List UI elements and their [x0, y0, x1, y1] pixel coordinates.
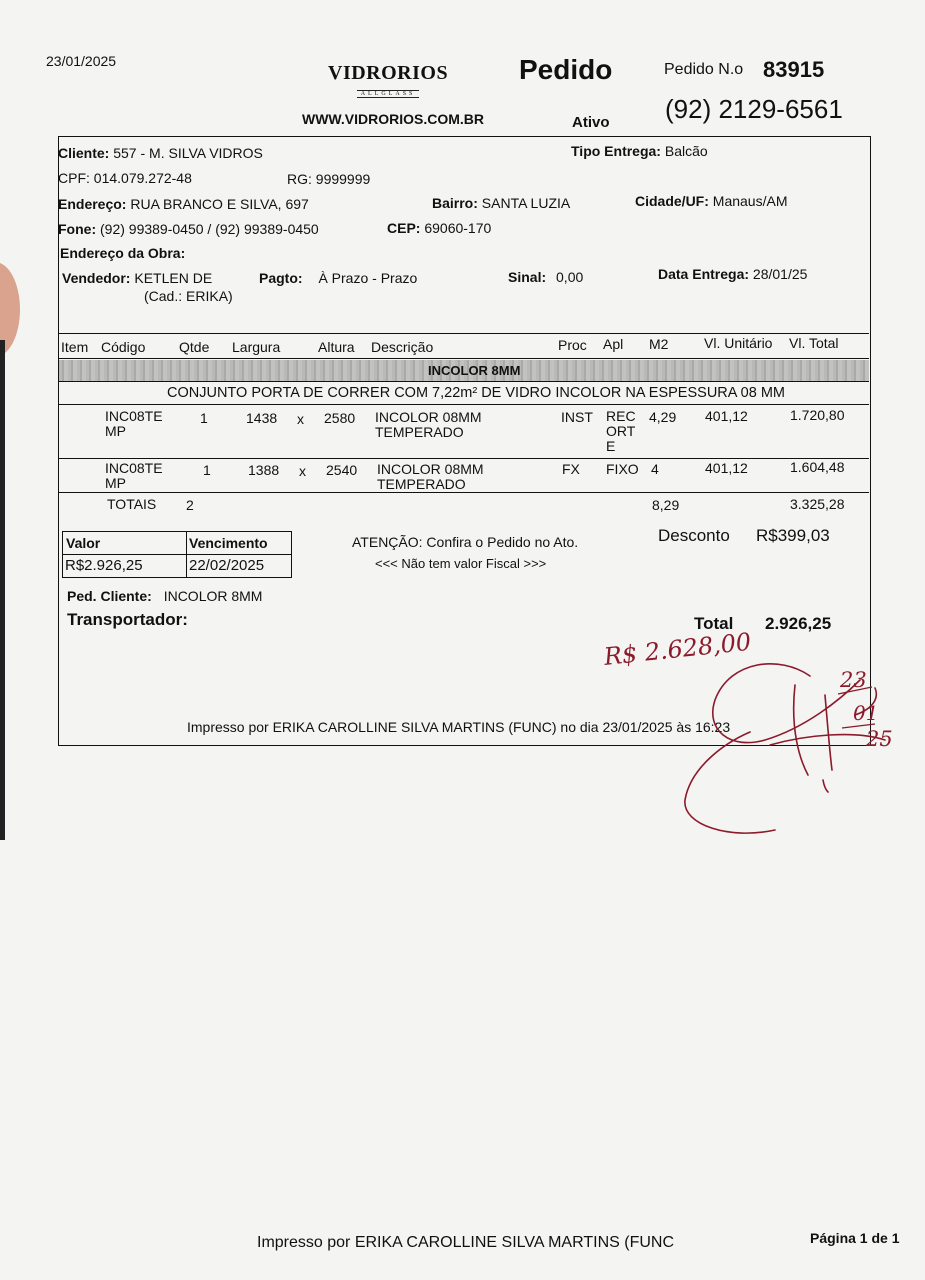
row-code-part: INC08TE: [105, 460, 163, 476]
address-line: [58, 196, 309, 212]
row-height: 2540: [326, 462, 358, 478]
delivery-date-line: [658, 266, 807, 282]
col-total: Vl. Total: [789, 335, 839, 351]
payment-box-divider: [186, 531, 187, 578]
row-apl: FIXO: [606, 461, 639, 477]
cep-line: [387, 220, 491, 236]
header-bottom-rule: [59, 358, 869, 359]
banner-bottom-rule: [59, 381, 869, 382]
group-description: CONJUNTO PORTA DE CORRER COM 7,22m² DE VIDRO INCOLOR NA ESPESSURA 08 MM: [167, 385, 785, 401]
address-value: RUA BRANCO E SILVA, 697: [130, 196, 309, 212]
client-line: [58, 145, 263, 161]
order-number-label: Pedido N.o: [664, 61, 744, 78]
phone-label: Fone:: [58, 221, 97, 237]
page-edge: [0, 340, 5, 840]
company-phone: (92) 2129-6561: [665, 94, 843, 124]
total-label: Total: [694, 614, 734, 633]
row-divider: [59, 458, 869, 459]
work-address-label: Endereço da Obra:: [60, 245, 186, 261]
rg-label: RG:: [287, 171, 312, 187]
row-apl-line: E: [606, 438, 616, 454]
row-description: [375, 410, 482, 440]
print-date: 23/01/2025: [46, 53, 117, 69]
page-number: Página 1 de 1: [810, 1230, 900, 1246]
row-code-part: MP: [105, 475, 126, 491]
row-proc: FX: [562, 461, 580, 477]
phone-line: [58, 221, 319, 237]
row-description-line: INCOLOR 08MM: [375, 409, 482, 425]
col-qty: Qtde: [179, 339, 210, 355]
deposit-line: [508, 269, 583, 285]
col-unit-price: Vl. Unitário: [704, 335, 773, 351]
client-order-label: Ped. Cliente:: [67, 588, 152, 604]
row-width: 1388: [248, 462, 280, 478]
payment-value: R$2.926,25: [65, 557, 143, 574]
payment-box-rule: [62, 554, 292, 555]
seller-line: [62, 270, 212, 286]
row-description-line: TEMPERADO: [375, 424, 464, 440]
row-description-line: TEMPERADO: [377, 476, 466, 492]
row-description-line: INCOLOR 08MM: [377, 461, 484, 477]
no-fiscal-note: <<< Não tem valor Fiscal >>>: [375, 556, 547, 571]
total-value: 2.926,25: [765, 614, 832, 633]
logo-main-text: VIDRORIOS: [328, 62, 449, 84]
handwritten-date-year: 25: [866, 727, 893, 751]
cpf-line: [58, 170, 192, 186]
payment-type-value: À Prazo - Prazo: [318, 270, 418, 286]
row-code-part: MP: [105, 423, 126, 439]
rg-value: 9999999: [315, 171, 371, 187]
footer-printed-by: Impresso por ERIKA CAROLLINE SILVA MARTINS (FUNC: [257, 1234, 674, 1251]
attention-note: ATENÇÃO: Confira o Pedido no Ato.: [352, 534, 579, 550]
totals-amount: 3.325,28: [790, 496, 845, 512]
col-item: Item: [61, 339, 89, 355]
row-description: [377, 462, 484, 492]
delivery-type-label: Tipo Entrega:: [571, 143, 661, 159]
city-line: [635, 193, 787, 209]
row-qty: 1: [200, 410, 208, 426]
address-label: Endereço:: [58, 196, 127, 212]
delivery-type-value: Balcão: [664, 143, 708, 159]
carrier-label: Transportador:: [67, 610, 188, 629]
phone-value: (92) 99389-0450 / (92) 99389-0450: [100, 221, 319, 237]
city-label: Cidade/UF:: [635, 193, 709, 209]
col-description: Descrição: [371, 339, 434, 355]
row-total: 1.604,48: [790, 459, 845, 475]
logo-sub-text: ALLGLASS: [357, 90, 420, 98]
payment-type-line: [259, 270, 417, 286]
deposit-label: Sinal:: [508, 269, 547, 285]
neighborhood-line: [432, 195, 570, 211]
discount-label: Desconto: [658, 526, 730, 545]
col-code: Código: [101, 339, 146, 355]
payment-type-label: Pagto:: [259, 270, 303, 286]
order-status: Ativo: [572, 114, 610, 131]
handwritten-amount: R$ 2.628,00: [602, 627, 753, 671]
payment-due-date: 22/02/2025: [189, 557, 265, 574]
seller-cad: (Cad.: ERIKA): [144, 288, 233, 304]
row-unit-price: 401,12: [705, 408, 748, 424]
totals-label: TOTAIS: [107, 496, 157, 512]
col-height: Altura: [318, 339, 355, 355]
col-proc: Proc: [558, 337, 587, 353]
row-m2: 4,29: [649, 409, 677, 425]
totals-qty: 2: [186, 497, 194, 513]
seller-label: Vendedor:: [62, 270, 131, 286]
order-number: 83915: [763, 57, 825, 82]
totals-m2: 8,29: [652, 497, 680, 513]
col-width: Largura: [232, 339, 281, 355]
client-order-line: [67, 588, 262, 604]
delivery-date-value: 28/01/25: [752, 266, 808, 282]
cpf-value: 014.079.272-48: [93, 170, 192, 186]
row-qty: 1: [203, 462, 211, 478]
col-m2: M2: [649, 336, 669, 352]
rg-line: [287, 171, 370, 187]
seller-value: KETLEN DE: [134, 270, 213, 286]
company-website: WWW.VIDRORIOS.COM.BR: [302, 111, 484, 127]
neighborhood-value: SANTA LUZIA: [481, 195, 571, 211]
row-apl-line: REC: [606, 408, 636, 424]
row-proc: INST: [561, 409, 593, 425]
row-height: 2580: [324, 410, 356, 426]
row-times: x: [297, 411, 304, 427]
client-value: 557 - M. SILVA VIDROS: [113, 145, 263, 161]
delivery-type-line: [571, 143, 708, 159]
handwritten-date-day: 23: [840, 668, 867, 692]
printed-by: Impresso por ERIKA CAROLLINE SILVA MARTINS (FUNC) no dia 23/01/2025 às 16:23: [187, 719, 731, 735]
row-times: x: [299, 463, 306, 479]
cpf-label: CPF:: [58, 170, 90, 186]
handwritten-signature: [590, 640, 920, 850]
row-m2: 4: [651, 461, 659, 477]
payment-due-label: Vencimento: [189, 535, 268, 551]
city-value: Manaus/AM: [712, 193, 788, 209]
table-top-rule: [59, 333, 869, 334]
document-title: Pedido: [519, 54, 613, 85]
group-desc-rule: [59, 404, 869, 405]
delivery-date-label: Data Entrega:: [658, 266, 750, 282]
row-total: 1.720,80: [790, 407, 845, 423]
neighborhood-label: Bairro:: [432, 195, 478, 211]
payment-value-label: Valor: [66, 535, 101, 551]
handwritten-date-month: 01: [853, 701, 879, 725]
row-code: [105, 461, 163, 491]
cep-label: CEP:: [387, 220, 421, 236]
client-label: Cliente:: [58, 145, 110, 161]
group-title: INCOLOR 8MM: [428, 363, 521, 378]
row-apl-line: ORT: [606, 423, 636, 439]
deposit-value: 0,00: [556, 269, 584, 285]
company-logo: [328, 62, 448, 98]
discount-value: R$399,03: [756, 526, 830, 545]
cep-value: 69060-170: [424, 220, 492, 236]
row-unit-price: 401,12: [705, 460, 748, 476]
row-code: [105, 409, 163, 439]
totals-rule: [59, 492, 869, 493]
col-apl: Apl: [603, 336, 624, 352]
row-apl: [606, 409, 636, 454]
row-width: 1438: [246, 410, 278, 426]
client-order-value: INCOLOR 8MM: [163, 588, 263, 604]
row-code-part: INC08TE: [105, 408, 163, 424]
